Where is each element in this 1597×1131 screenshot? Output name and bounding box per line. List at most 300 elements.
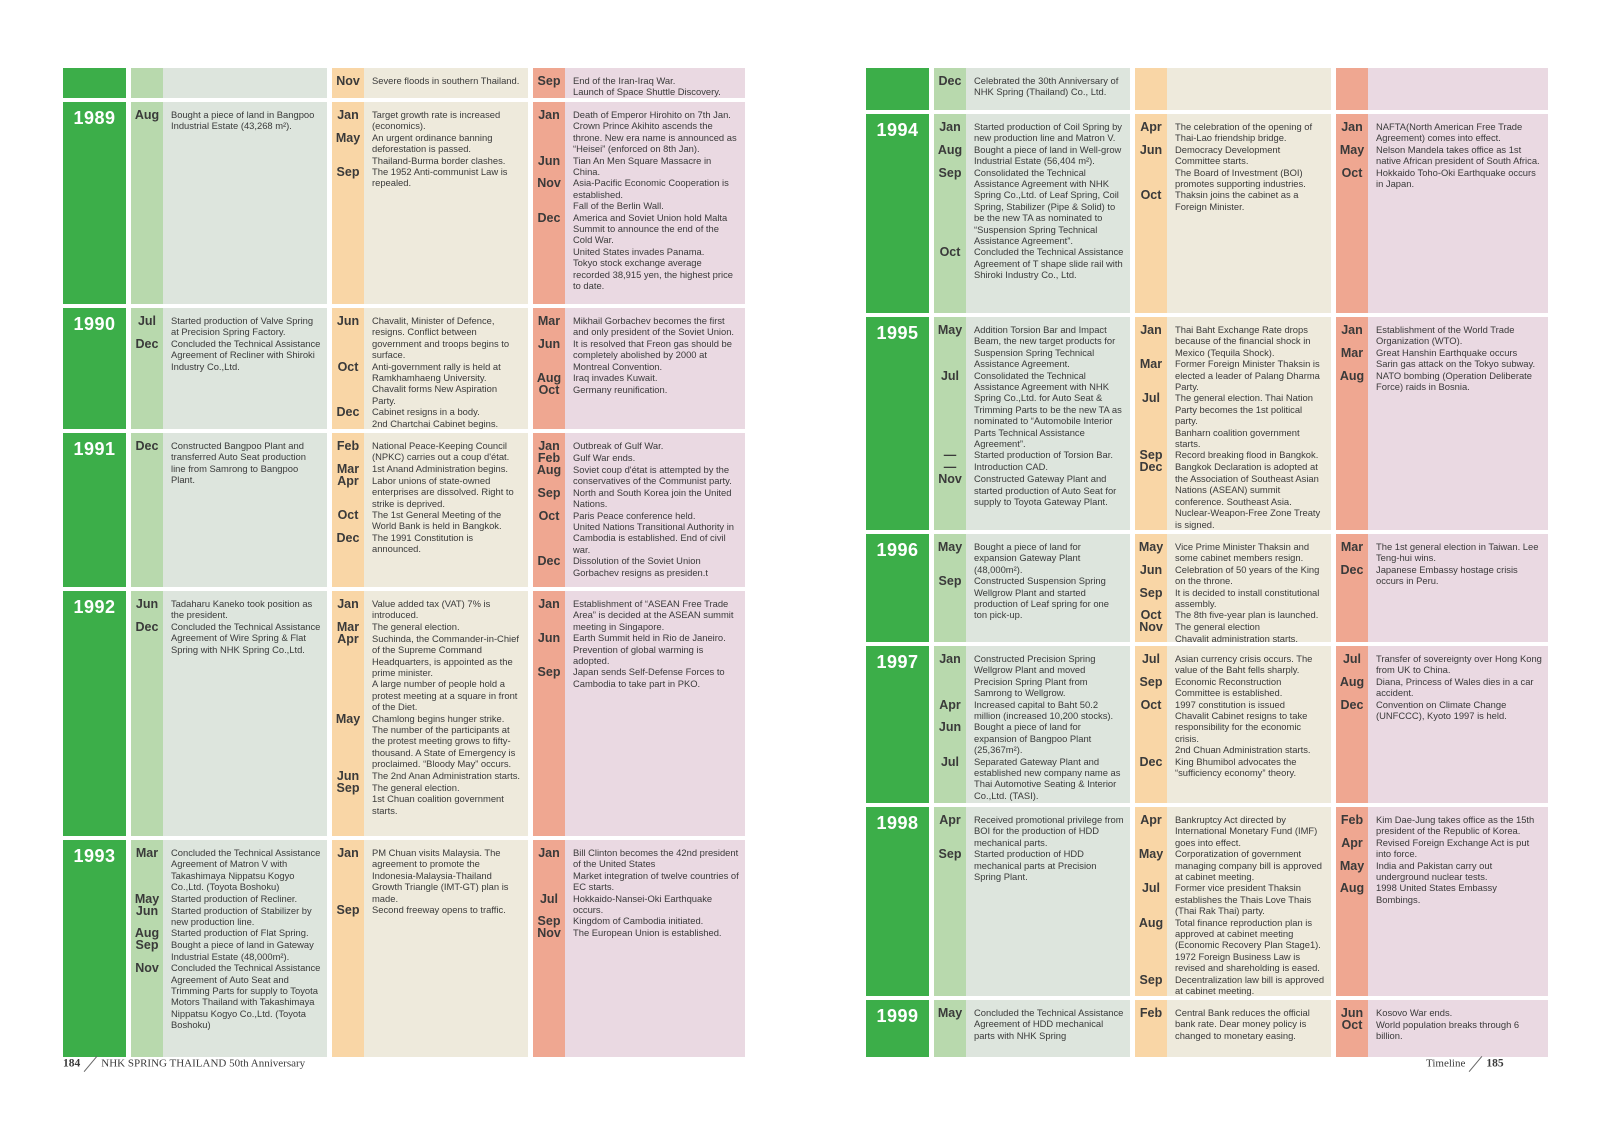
world-event (1336, 653, 1548, 676)
world-event (533, 338, 745, 372)
event-text: The European Union is established. (573, 927, 722, 939)
world-column (533, 598, 745, 689)
event-text: Separated Gateway Plant and established new company name as Thai Automotive Seating & Interior Co.,Ltd. (TASI). (974, 755, 1121, 801)
event-text: Labor unions of state-owned enterprises are dissolved. Right to strike is deprived. (372, 474, 514, 509)
event-month: Apr (1341, 835, 1363, 850)
event-month: Jan (939, 120, 961, 134)
world-event (1336, 121, 1548, 144)
event-text: Cabinet resigns in a body. 2nd Chartchai Cabinet begins. (372, 406, 499, 429)
event-text: King Bhumibol advocates the “sufficiency economy” theory. (1175, 755, 1297, 779)
timeline-row (63, 591, 745, 836)
company-event (131, 440, 327, 486)
event-month: Jun (1139, 142, 1163, 157)
thailand-event (332, 75, 528, 87)
thailand-event (332, 532, 528, 555)
thailand-event (332, 361, 528, 407)
world-event (1336, 370, 1548, 393)
world-column (533, 440, 745, 578)
event-month: Sep (1139, 674, 1163, 689)
event-text: India and Pakistan carry out underground nuclear tests. (1376, 859, 1493, 883)
event-month: Jul (940, 754, 960, 769)
event-month: Jun (938, 720, 962, 735)
event-month: Dec (135, 336, 159, 351)
event-text: The 1952 Anti-communist Law is repealed. (372, 166, 508, 189)
event-text: Iraq invades Kuwait. (573, 372, 658, 384)
event-month: Dec (135, 439, 159, 453)
world-column (533, 109, 745, 292)
event-month: Dec (336, 405, 360, 420)
world-event (533, 75, 745, 98)
timeline-row (63, 840, 745, 1057)
event-month: Oct (1341, 165, 1363, 180)
event-month: May (335, 130, 361, 145)
event-text: Concluded the Technical Assistance Agreement of Matron V with Takashimaya Nippatsu Kogyo Co.,Ltd. (Toyota Boshoku) (171, 847, 321, 893)
thailand-event (332, 166, 528, 189)
event-month: Jun (336, 768, 360, 783)
year-label: 1997 (876, 652, 919, 672)
thailand-event (332, 463, 528, 475)
world-event (533, 632, 745, 666)
company-column (131, 847, 327, 1031)
publication-title: NHK SPRING THAILAND 50th Anniversary (101, 1057, 306, 1070)
timeline-row (866, 68, 1548, 110)
world-column (1336, 653, 1548, 721)
event-text: The 1st general election in Taiwan. Lee Teng-hui wins. (1376, 541, 1539, 564)
thailand-event (332, 713, 528, 770)
event-month: Nov (537, 176, 561, 191)
world-event (533, 927, 745, 939)
event-text: Bangkok Declaration is adopted at the Association of Southeast Asian Nations (ASEAN) summit conference. Southeast Asia. Nuclear-Weapon-Free Zone Treaty is signed. (1175, 461, 1321, 530)
company-event (934, 848, 1130, 882)
world-event (533, 555, 745, 578)
event-month: Apr (1140, 813, 1162, 827)
event-text: Death of Emperor Hirohito on 7th Jan. Crown Prince Akihito ascends the throne. New era name is announced as “Heisei” (enforced on 8th Jan). (573, 109, 737, 155)
thailand-event (1135, 189, 1331, 212)
event-text: Constructed Gateway Plant and started production of Auto Seat for supply to Toyota Gateway Plant. (974, 473, 1117, 508)
event-month: Jul (1141, 881, 1161, 896)
world-event (1336, 564, 1548, 587)
event-text: Constructed Suspension Spring Wellgrow Plant and started production of Leaf spring for one ton pick-up. (974, 575, 1109, 621)
page-number-right: 185 (1486, 1057, 1504, 1070)
event-month: Sep (1139, 448, 1163, 463)
event-month: Nov (1139, 620, 1163, 635)
thailand-event (1135, 974, 1331, 997)
company-event (934, 473, 1130, 507)
event-month: Apr (939, 697, 961, 712)
company-event (131, 847, 327, 893)
event-month: Jul (539, 891, 559, 906)
world-event (533, 109, 745, 155)
event-text: Soviet coup d'état is attempted by the conservatives of the Communist party. (573, 464, 732, 487)
year-label: 1999 (876, 1006, 919, 1026)
event-month: Oct (538, 383, 560, 398)
company-event (934, 575, 1130, 621)
world-event (533, 212, 745, 292)
event-month: May (1339, 858, 1365, 873)
company-event (131, 905, 327, 928)
event-month: Mar (336, 461, 360, 476)
event-text: Anti-government rally is held at Ramkhamhaeng University. Chavalit forms New Aspiration Party. (372, 360, 501, 406)
event-text: 1st Anand Administration begins. (372, 462, 509, 474)
year-label: 1989 (73, 108, 116, 128)
world-event (1336, 814, 1548, 837)
company-column (131, 440, 327, 486)
event-month: Feb (336, 439, 360, 453)
event-text: Kim Dae-Jung takes office as the 15th president of the Republic of Korea. (1376, 814, 1535, 837)
world-column (1336, 1007, 1548, 1042)
event-text: Record breaking flood in Bangkok. (1175, 449, 1319, 461)
timeline-row (63, 102, 745, 304)
event-text: Total finance reproduction plan is approved at cabinet meeting (Economic Recovery Plan Stage1). 1972 Foreign Business Law is revised and shareholding is eased. (1175, 916, 1321, 974)
event-month: May (937, 540, 963, 554)
event-month: Mar (1139, 357, 1163, 372)
event-text: Suchinda, the Commander-in-Chief of the Supreme Command Headquarters, is appointed as the prime minister. A large number of people hold a protest meeting at a square in front of the Diet. (372, 632, 519, 713)
event-month: Sep (938, 165, 962, 180)
world-event (533, 893, 745, 916)
world-event (1336, 1007, 1548, 1019)
company-event (131, 338, 327, 372)
thailand-event (332, 633, 528, 713)
world-column (533, 75, 745, 98)
event-text: The general election. 1st Chuan coalition government starts. (372, 781, 504, 816)
world-event (533, 510, 745, 556)
event-month: Nov (537, 926, 561, 941)
company-event (131, 621, 327, 655)
event-text: Started production of HDD mechanical parts at Precision Spring Plant. (974, 848, 1097, 883)
thailand-column (1135, 324, 1331, 530)
company-event (934, 653, 1130, 699)
event-month: Jun (1340, 1006, 1364, 1020)
page-number-left: 184 (63, 1057, 81, 1070)
event-month: Mar (1340, 540, 1364, 554)
event-text: Nelson Mandela takes office as 1st native African president of South Africa. (1376, 143, 1540, 167)
event-month: Jan (1341, 120, 1363, 134)
event-month: Sep (938, 847, 962, 862)
event-month: Oct (337, 508, 359, 523)
thailand-column (332, 109, 528, 189)
event-text: The 8th five-year plan is launched. (1175, 609, 1319, 621)
world-event (533, 384, 745, 396)
event-text: The general election. Thai Nation Party becomes the 1st political party. Banharn coalition government starts. (1175, 392, 1313, 450)
event-text: Consolidated the Technical Assistance Agreement with NHK Spring Co.,Ltd. for Auto Seat & Trimming Parts to be the new TA as nominated to “Automobile Interior Parts Technical Assistance Agreement”. (974, 369, 1122, 450)
event-month: Sep (537, 665, 561, 680)
event-month: Sep (537, 74, 561, 88)
thailand-column (1135, 1007, 1331, 1041)
thailand-event (1135, 882, 1331, 916)
event-month: Dec (537, 210, 561, 225)
year-label: 1992 (73, 597, 116, 617)
year-label: 1990 (73, 314, 116, 334)
footer-right (1426, 1054, 1504, 1074)
thailand-event (332, 475, 528, 509)
company-column (934, 324, 1130, 508)
timeline-row (63, 433, 745, 587)
event-month: Jul (940, 368, 960, 383)
company-column (131, 598, 327, 655)
event-text: Bankruptcy Act directed by International Monetary Fund (IMF) goes into effect. (1175, 814, 1318, 848)
event-text: Tian An Men Square Massacre in China. (573, 154, 712, 178)
event-month: Jan (1341, 323, 1363, 337)
company-column (131, 315, 327, 372)
thailand-column (1135, 121, 1331, 212)
event-text: Convention on Climate Change (UNFCCC), Kyoto 1997 is held. (1376, 698, 1507, 722)
event-text: Kingdom of Cambodia initiated. (573, 915, 704, 927)
event-month: Oct (337, 359, 359, 374)
event-text: America and Soviet Union hold Malta Summit to announce the end of the Cold War. United States invades Panama. Tokyo stock exchange average recorded 38,915 yen, the highest price to date. (573, 211, 734, 292)
event-month: Aug (1339, 674, 1365, 689)
thailand-event (1135, 917, 1331, 974)
event-text: Severe floods in southern Thailand. (372, 75, 520, 86)
event-text: Democracy Development Committee starts. The Board of Investment (BOI) promotes supporting industries. (1175, 143, 1306, 190)
event-text: Concluded the Technical Assistance Agreement of HDD mechanical parts with NHK Spring (974, 1007, 1124, 1041)
event-text: Diana, Princess of Wales dies in a car accident. (1376, 675, 1534, 699)
event-text: Former vice president Thaksin establishes the Thais Love Thais (Thai Rak Thai) party. (1175, 882, 1312, 917)
world-column (533, 315, 745, 396)
event-month: Mar (537, 314, 561, 328)
event-text: Outbreak of Gulf War. (573, 440, 664, 451)
thailand-event (1135, 587, 1331, 610)
event-text: Central Bank reduces the official bank rate. Dear money policy is changed to monetary easing. (1175, 1007, 1310, 1041)
world-event (1336, 1019, 1548, 1042)
event-text: PM Chuan visits Malaysia. The agreement to promote the Indonesia-Malaysia-Thailand Growth Triangle (IMT-GT) plan is made. (372, 847, 509, 904)
thailand-column (332, 75, 528, 87)
event-text: Paris Peace conference held. United Nations Transitional Authority in Cambodia is established. End of civil war. (573, 509, 735, 555)
event-month: May (1138, 540, 1164, 554)
event-text: Value added tax (VAT) 7% is introduced. (372, 598, 491, 621)
company-event (131, 598, 327, 621)
event-month: May (1138, 847, 1164, 862)
event-text: Consolidated the Technical Assistance Agreement with NHK Spring Co.,Ltd. of Leaf Spring, Coil Spring, Stabilizer (Pipe & Solid) to be the new TA as nominated to “Suspension Spring Technical Assistance Agreement”. (974, 166, 1119, 247)
event-month: Apr (337, 631, 359, 646)
divider-slash (84, 1056, 98, 1072)
world-event (1336, 541, 1548, 564)
event-month: Dec (1340, 697, 1364, 712)
company-event (934, 756, 1130, 802)
event-text: Vice Prime Minister Thaksin and some cabinet members resign. (1175, 541, 1310, 564)
thailand-event (1135, 564, 1331, 587)
event-text: Target growth rate is increased (economics). (372, 109, 501, 132)
thailand-column (1135, 814, 1331, 997)
event-text: Asia-Pacific Economic Cooperation is established. Fall of the Berlin Wall. (573, 177, 729, 212)
world-event (1336, 347, 1548, 370)
world-event (1336, 167, 1548, 190)
event-month: Sep (135, 938, 159, 953)
world-event (1336, 144, 1548, 167)
event-month: May (335, 711, 361, 726)
event-month: Aug (536, 463, 562, 477)
event-month: Jun (537, 631, 561, 646)
event-month: Jul (1342, 652, 1362, 666)
event-text: World population breaks through 6 billion. (1376, 1019, 1520, 1042)
company-event (934, 461, 1130, 473)
event-text: Bought a piece of land for expansion Gateway Plant (48,000m²). (974, 541, 1081, 575)
event-month: Dec (1340, 562, 1364, 577)
world-event (533, 464, 745, 487)
event-month: Jan (939, 652, 961, 666)
event-text: Received promotional privilege from BOI for the production of HDD mechanical parts. (974, 814, 1124, 848)
company-event (934, 1007, 1130, 1041)
event-text: NATO bombing (Operation Deliberate Force) raids in Bosnia. (1376, 369, 1532, 393)
thailand-column (332, 315, 528, 429)
thailand-event (1135, 144, 1331, 190)
thailand-event (332, 770, 528, 782)
event-text: Tadaharu Kaneko took position as the president. (171, 598, 313, 621)
event-month: Sep (336, 903, 360, 918)
world-column (533, 847, 745, 939)
event-text: Increased capital to Baht 50.2 million (increased 10,200 stocks). (974, 698, 1114, 722)
event-month: Aug (134, 926, 160, 941)
company-event (934, 121, 1130, 144)
event-text: The 1st General Meeting of the World Bank is held in Bangkok. (372, 509, 502, 532)
company-event (934, 721, 1130, 755)
world-column (1336, 324, 1548, 392)
event-text: An urgent ordinance banning deforestation is passed. Thailand-Burma border clashes. (372, 131, 506, 166)
event-text: Constructed Bangpoo Plant and transferred Auto Seat production line from Samrong to Bangpoo Plant. (171, 440, 306, 486)
event-text: Corporatization of government managing company bill is approved at cabinet meeting. (1175, 848, 1322, 883)
event-month: Nov (135, 961, 159, 976)
event-month: Apr (939, 813, 961, 827)
thailand-event (1135, 756, 1331, 779)
thailand-event (332, 406, 528, 429)
event-month: Apr (1140, 120, 1162, 134)
company-column (131, 109, 327, 132)
world-event (1336, 837, 1548, 860)
thailand-event (1135, 392, 1331, 449)
timeline-row (866, 1000, 1548, 1057)
event-text: Bought a piece of land in Bangpoo Industrial Estate (43,268 m²). (171, 109, 315, 132)
event-text: The 2nd Anan Administration starts. (372, 769, 520, 781)
timeline-row (866, 114, 1548, 313)
event-text: National Peace-Keeping Council (NPKC) carries out a coup d'état. (372, 440, 510, 463)
event-text: It is resolved that Freon gas should be completely abolished by 2000 at Montreal Convention. (573, 337, 732, 372)
event-month: Jan (337, 597, 359, 611)
event-text: Great Hanshin Earthquake occurs Sarin gas attack on the Tokyo subway. (1376, 346, 1536, 370)
event-text: Establishment of “ASEAN Free Trade Area” is decided at the ASEAN summit meeting in Singapore. (573, 598, 734, 632)
event-text: Bought a piece of land in Gateway Industrial Estate (48,000m²). (171, 939, 314, 962)
event-month: May (937, 1006, 963, 1020)
event-month: Oct (1140, 188, 1162, 203)
event-month: Mar (135, 846, 159, 860)
thailand-event (1135, 324, 1331, 358)
event-text: 1997 constitution is issued Chavalit Cabinet resigns to take responsibility for the economic crisis. 2nd Chuan Administration starts. (1175, 698, 1311, 756)
event-month: Feb (1340, 813, 1364, 827)
event-month: Jan (538, 439, 560, 453)
thailand-event (1135, 676, 1331, 699)
world-event (1336, 882, 1548, 905)
event-month: Aug (536, 371, 562, 386)
event-text: Thai Baht Exchange Rate drops because of the financial shock in Mexico (Tequila Shock). (1175, 324, 1311, 358)
timeline-row (63, 68, 745, 98)
event-text: Kosovo War ends. (1376, 1007, 1453, 1018)
event-month: Mar (1340, 345, 1364, 360)
thailand-event (1135, 461, 1331, 529)
event-text: Former Foreign Minister Thaksin is elected a leader of Palang Dharma Party. (1175, 358, 1320, 393)
company-event (934, 814, 1130, 848)
event-text: Started production of Torsion Bar. (974, 449, 1113, 461)
event-month: Jan (538, 846, 560, 860)
company-event (131, 315, 327, 338)
left-page (63, 68, 745, 1057)
world-event (533, 452, 745, 464)
event-month: Dec (1139, 460, 1163, 475)
section-label: Timeline (1426, 1057, 1466, 1070)
year-label: 1995 (876, 323, 919, 343)
event-month: May (134, 891, 160, 906)
event-month: Jan (337, 846, 359, 860)
event-text: Celebrated the 30th Anniversary of NHK Spring (Thailand) Co., Ltd. (974, 75, 1119, 98)
event-text: Earth Summit held in Rio de Janeiro. Prevention of global warming is adopted. (573, 632, 726, 667)
event-text: Asian currency crisis occurs. The value of the Baht fells sharply. (1175, 653, 1313, 676)
year-label: 1993 (73, 846, 116, 866)
event-text: Japan sends Self-Defense Forces to Cambodia to take part in PKO. (573, 666, 725, 689)
event-text: Establishment of the World Trade Organization (WTO). (1376, 324, 1515, 347)
company-event (131, 927, 327, 939)
company-column (934, 75, 1130, 98)
event-text: Japanese Embassy hostage crisis occurs in Peru. (1376, 563, 1518, 587)
event-month: Jun (336, 314, 360, 328)
event-text: Constructed Precision Spring Wellgrow Plant and moved Precision Spring Plant from Samrong to Wellgrow. (974, 653, 1096, 699)
event-month: Sep (537, 485, 561, 500)
timeline-row (866, 317, 1548, 530)
year-label: 1994 (876, 120, 919, 140)
event-month: Dec (135, 619, 159, 634)
thailand-event (332, 440, 528, 463)
event-month: Apr (337, 473, 359, 488)
event-text: It is decided to install constitutional assembly. (1175, 586, 1320, 610)
thailand-event (1135, 449, 1331, 461)
event-text: Concluded the Technical Assistance Agreement of Auto Seat and Trimming Parts for supply to Toyota Motors Thailand with Takashimaya Nippatsu Kogyo Co.,Ltd. (Toyota Boshoku) (171, 962, 321, 1031)
company-event (131, 893, 327, 905)
thailand-column (332, 598, 528, 816)
timeline-row (866, 534, 1548, 642)
event-text: Bought a piece of land for expansion of Bangpoo Plant (25,367m²). (974, 721, 1092, 756)
thailand-column (332, 847, 528, 916)
world-event (1336, 676, 1548, 699)
event-month: Jun (135, 903, 159, 918)
event-month: Feb (1139, 1006, 1163, 1020)
company-event (934, 541, 1130, 575)
thailand-event (1135, 653, 1331, 676)
event-text: Started production of Flat Spring. (171, 927, 309, 939)
world-event (533, 915, 745, 927)
event-month: Jun (537, 336, 561, 351)
company-event (934, 324, 1130, 370)
world-column (1336, 541, 1548, 587)
event-month: Sep (1139, 585, 1163, 600)
thailand-event (1135, 699, 1331, 756)
event-month: Jul (1141, 391, 1161, 406)
event-month: Mar (336, 619, 360, 634)
event-text: The celebration of the opening of Thai-Lao friendship bridge. (1175, 121, 1313, 144)
event-text: The general election. (372, 620, 460, 632)
event-text: Celebration of 50 years of the King on the throne. (1175, 563, 1320, 587)
event-text: Economic Reconstruction Committee is established. (1175, 675, 1283, 699)
event-text: Started production of Valve Spring at Precision Spring Factory. (171, 315, 314, 338)
event-text: The 1991 Constitution is announced. (372, 531, 474, 555)
event-text: NAFTA(North American Free Trade Agreement) comes into effect. (1376, 121, 1523, 144)
event-text: End of the Iran-Iraq War. Launch of Space Shuttle Discovery. (573, 75, 721, 98)
event-month: Oct (939, 245, 961, 260)
world-event (1336, 860, 1548, 883)
event-text: Bill Clinton becomes the 42nd president of the United States Market integration of twelve countries of EC starts. (573, 847, 739, 893)
thailand-event (332, 109, 528, 132)
event-text: Dissolution of the Soviet Union Gorbachev resigns as presiden.t (573, 555, 708, 578)
timeline-row (866, 646, 1548, 803)
world-event (533, 372, 745, 384)
event-month: — (943, 460, 957, 475)
event-text: Second freeway opens to traffic. (372, 904, 506, 916)
year-label: 1991 (73, 439, 116, 459)
